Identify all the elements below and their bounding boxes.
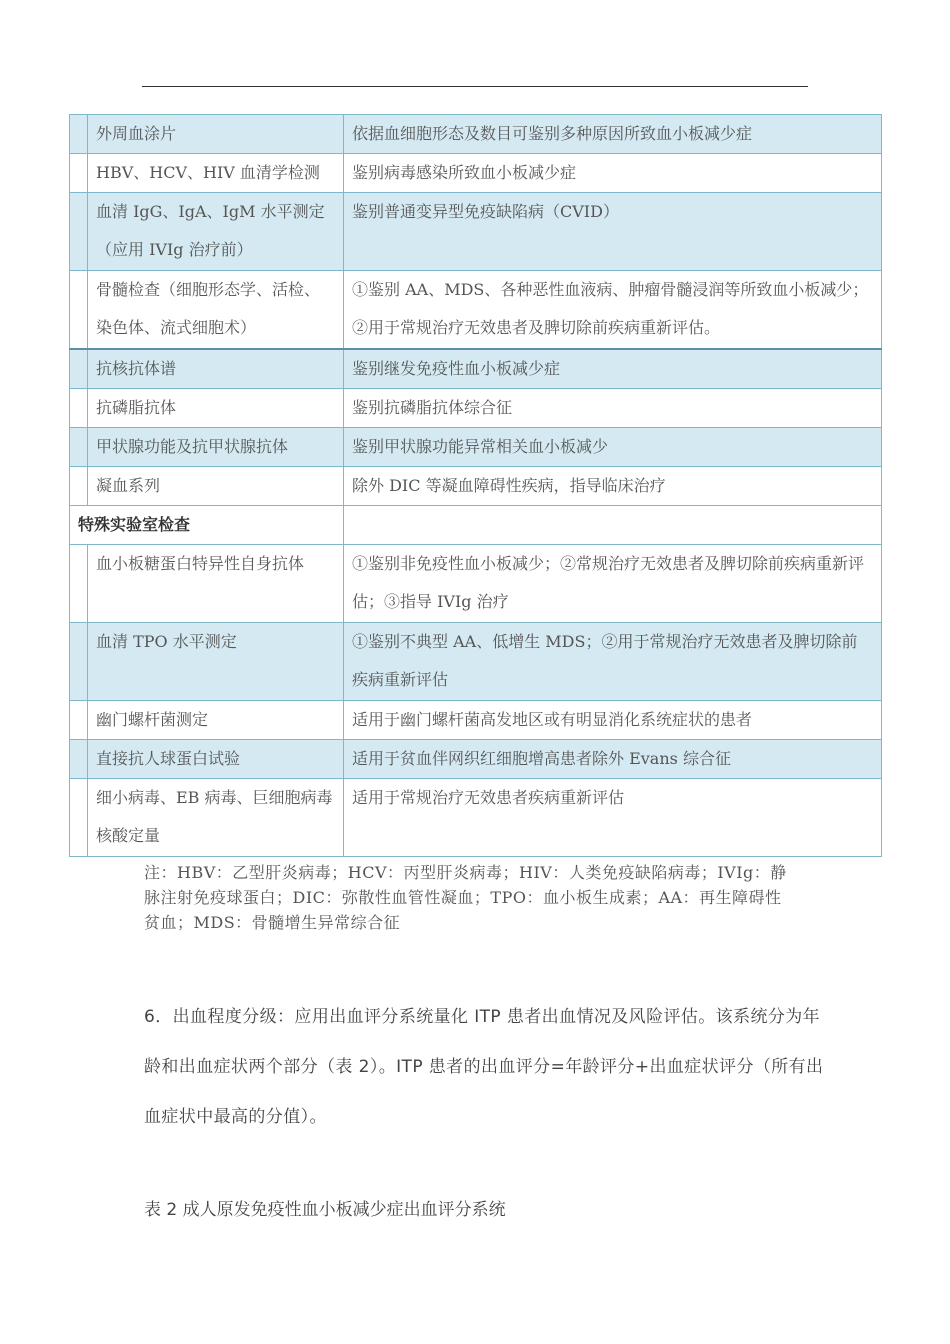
test-name-cell: 幽门螺杆菌测定: [88, 700, 344, 739]
test-purpose-cell: 鉴别病毒感染所致血小板减少症: [344, 154, 882, 193]
test-name-cell: HBV、HCV、HIV 血清学检测: [88, 154, 344, 193]
test-name-cell: 骨髓检查（细胞形态学、活检、染色体、流式细胞术）: [88, 271, 344, 349]
test-name-cell: 外周血涂片: [88, 115, 344, 154]
row-margin-cell: [70, 271, 88, 349]
test-name-cell: 直接抗人球蛋白试验: [88, 739, 344, 778]
test-name-cell: 抗磷脂抗体: [88, 388, 344, 427]
test-purpose-cell: 鉴别普通变异型免疫缺陷病（CVID）: [344, 193, 882, 271]
row-margin-cell: [70, 622, 88, 700]
test-purpose-cell: ①鉴别非免疫性血小板减少；②常规治疗无效患者及脾切除前疾病重新评估；③指导 IVIg 治疗: [344, 544, 882, 622]
row-margin-cell: [70, 778, 88, 856]
test-purpose-cell: 除外 DIC 等凝血障碍性疾病，指导临床治疗: [344, 466, 882, 505]
table-row: [70, 739, 882, 778]
test-name-cell: 甲状腺功能及抗甲状腺抗体: [88, 427, 344, 466]
row-margin-cell: [70, 427, 88, 466]
test-name-cell: 抗核抗体谱: [88, 349, 344, 389]
row-margin-cell: [70, 544, 88, 622]
test-purpose-cell: 鉴别甲状腺功能异常相关血小板减少: [344, 427, 882, 466]
table-row: [70, 622, 882, 700]
table-row: [70, 700, 882, 739]
row-margin-cell: [70, 739, 88, 778]
test-purpose-cell: ①鉴别不典型 AA、低增生 MDS；②用于常规治疗无效患者及脾切除前疾病重新评估: [344, 622, 882, 700]
test-purpose-cell: ①鉴别 AA、MDS、各种恶性血液病、肿瘤骨髓浸润等所致血小板减少；②用于常规治疗无效患者及脾切除前疾病重新评估。: [344, 271, 882, 349]
test-purpose-cell: 鉴别抗磷脂抗体综合征: [344, 388, 882, 427]
body-paragraph: 6．出血程度分级：应用出血评分系统量化 ITP 患者出血情况及风险评估。该系统分为年龄和出血症状两个部分（表 2）。ITP 患者的出血评分=年龄评分+出血症状评分（所有出血症状中最高的分值）。: [144, 1007, 824, 1127]
row-margin-cell: [70, 115, 88, 154]
header-rule: [142, 86, 808, 87]
table-row: [70, 388, 882, 427]
test-purpose-cell: 适用于常规治疗无效患者疾病重新评估: [344, 778, 882, 856]
row-margin-cell: [70, 700, 88, 739]
row-margin-cell: [70, 154, 88, 193]
test-name-cell: 细小病毒、EB 病毒、巨细胞病毒核酸定量: [88, 778, 344, 856]
table-row: [70, 193, 882, 271]
test-name-cell: 血清 IgG、IgA、IgM 水平测定（应用 IVIg 治疗前）: [88, 193, 344, 271]
empty-cell: [344, 505, 882, 544]
table-row: [70, 349, 882, 389]
table-row: [70, 154, 882, 193]
table-2-caption: 表 2 成人原发免疫性血小板减少症出血评分系统: [144, 1200, 506, 1220]
table-row: [70, 544, 882, 622]
row-margin-cell: [70, 466, 88, 505]
test-purpose-cell: 适用于贫血伴网织红细胞增高患者除外 Evans 综合征: [344, 739, 882, 778]
table-row: [70, 778, 882, 856]
table-row: [70, 115, 882, 154]
row-margin-cell: [70, 349, 88, 389]
section-title: 特殊实验室检查: [70, 505, 344, 544]
test-purpose-cell: 依据血细胞形态及数目可鉴别多种原因所致血小板减少症: [344, 115, 882, 154]
test-name-cell: 凝血系列: [88, 466, 344, 505]
row-margin-cell: [70, 193, 88, 271]
table-notes: 注：HBV：乙型肝炎病毒；HCV：丙型肝炎病毒；HIV：人类免疫缺陷病毒；IVIg：静脉注射免疫球蛋白；DIC：弥散性血管性凝血；TPO：血小板生成素；AA：再生障碍性贫血；MDS：骨髓增生异常综合征: [144, 863, 787, 932]
test-name-cell: 血清 TPO 水平测定: [88, 622, 344, 700]
table-row: [70, 271, 882, 349]
test-purpose-cell: 适用于幽门螺杆菌高发地区或有明显消化系统症状的患者: [344, 700, 882, 739]
table-row: [70, 466, 882, 505]
row-margin-cell: [70, 388, 88, 427]
section-row: [70, 505, 882, 544]
test-name-cell: 血小板糖蛋白特异性自身抗体: [88, 544, 344, 622]
examination-table: [69, 114, 882, 857]
test-purpose-cell: 鉴别继发免疫性血小板减少症: [344, 349, 882, 389]
table-row: [70, 427, 882, 466]
